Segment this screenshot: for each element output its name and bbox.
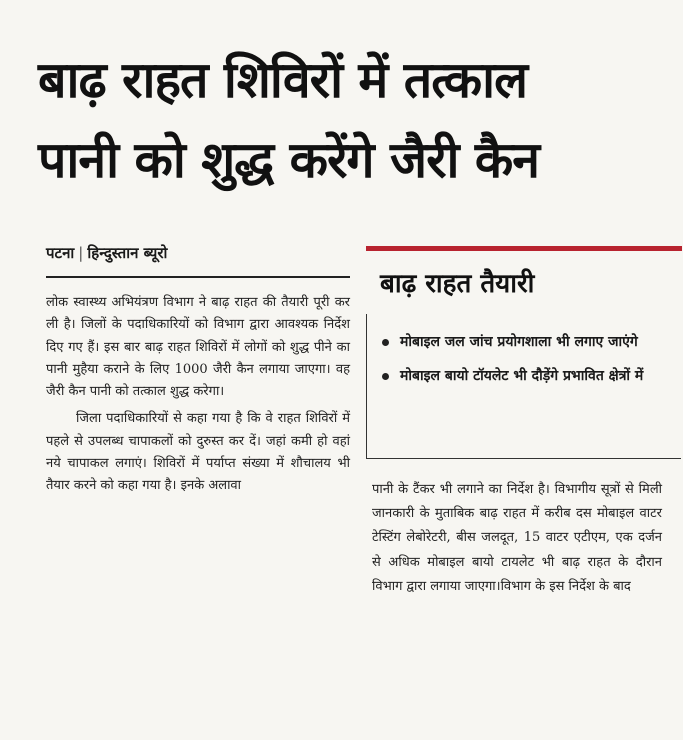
sidebar-list-item: मोबाइल जल जांच प्रयोगशाला भी लगाए जाएंगे: [380, 330, 670, 354]
headline-line-2: पानी को शुद्ध करेंगे जैरी कैन: [38, 131, 540, 189]
article-paragraph-2: जिला पदाधिकारियों से कहा गया है कि वे राहत शिविरों में पहले से उपलब्ध चापाकलों को दुरुस्त कर दें। जहां कमी हो वहां नये चापाकल लगाएं। शिविरों में पर्याप्त संख्या में शौचालय भी तैयार करने को कहा गया है। इनके अलावा: [46, 411, 350, 494]
sidebar-title: बाढ़ राहत तैयारी: [380, 269, 535, 299]
sidebar-list: [380, 330, 670, 398]
sidebar-list-item: मोबाइल बायो टॉयलेट भी दौड़ेंगे प्रभावित क्षेत्रों में: [380, 364, 670, 388]
headline-line-1: बाढ़ राहत शिविरों में तत्काल: [38, 51, 527, 109]
sidebar-box: [366, 246, 682, 460]
headline: [38, 40, 658, 200]
sidebar-accent-bar: [366, 246, 682, 251]
dateline-place: पटना: [46, 244, 75, 262]
dateline-bureau: हिन्दुस्तान ब्यूरो: [87, 244, 168, 262]
article-paragraph-3: पानी के टैंकर भी लगाने का निर्देश है। विभागीय सूत्रों से मिली जानकारी के मुताबिक बाढ़ राहत में करीब दस मोबाइल वाटर टेस्टिंग लेबोरेटरी, बीस जलदूत, 15 वाटर एटीएम, एक दर्जन से अधिक मोबाइल बायो टायलेट भी बाढ़ राहत के दौरान विभाग द्वारा लगाया जाएगा।विभाग के इस निर्देश के बाद: [372, 482, 662, 594]
article-column-right: [372, 478, 662, 599]
dateline-rule: [46, 276, 350, 278]
article-paragraph-1: लोक स्वास्थ्य अभियंत्रण विभाग ने बाढ़ राहत की तैयारी पूरी कर ली है। जिलों के पदाधिकारियों को विभाग द्वारा आवश्यक निर्देश दिए गए हैं। इस बार बाढ़ राहत शिविरों में लोगों को शुद्ध पीने का पानी मुहैया कराने के लिए 1000 जैरी कैन लगाया जाएगा। वह जैरी कैन पानी को तत्काल शुद्ध करेगा।: [46, 295, 350, 400]
dateline: [46, 243, 167, 263]
dateline-separator: |: [78, 244, 84, 262]
article-column-left: [46, 292, 350, 503]
